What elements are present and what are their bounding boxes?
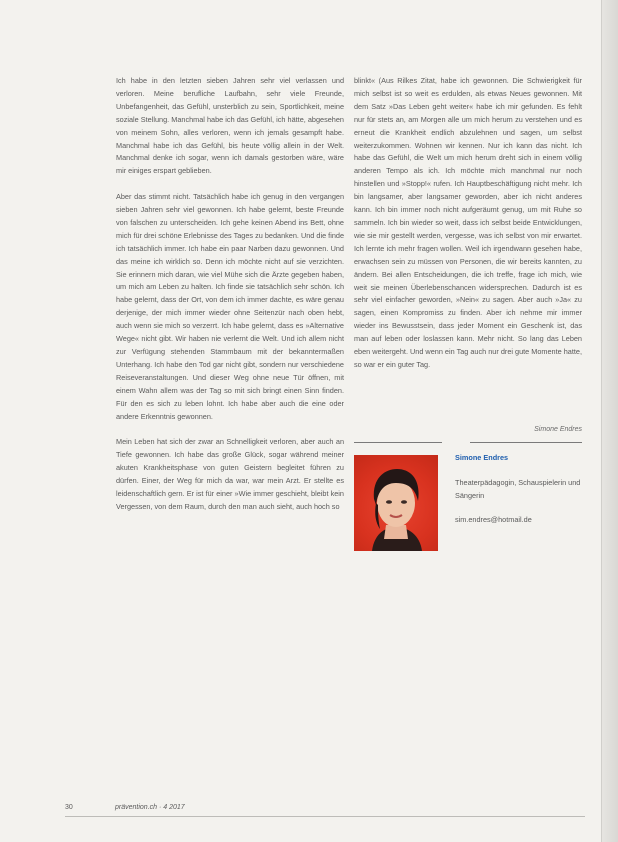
article-paragraph: Mein Leben hat sich der zwar an Schnelligkeit verloren, aber auch an Tiefe gewonnen. Ich habe das große Glück, sogar während meiner akuten Krankheitsphase von guten Geistern begleitet führen zu dürfen. Einer, der Weg für mich da war, war mein Arzt. Er stellte es leidenschaftlich gern. Er ist für einer »Wie immer geschieht, bleibt kein Vergessen, von dem Raum, durch den man auch sieht, auch hoch so bbox=[116, 437, 344, 511]
footer-source: prävention.ch · 4 2017 bbox=[115, 804, 185, 811]
footer-rule bbox=[65, 816, 585, 817]
article-paragraph: Ich habe in den letzten sieben Jahren sehr viel verlassen und verloren. Meine berufliche Laufbahn, sehr viele Freunde, Unbefangenheit, das Gefühl, unsterblich zu sein, Sportlichkeit, meine soziale Stellung. Manchmal habe ich das Gefühl, ich hätte, abgesehen von meinem Sohn, alles verloren, wenn ich jemals gesampft habe. Manchmal habe ich das Gefühl, bis heute völlig allein in der Welt. Manchmal denke ich sogar, wenn ich damals gestorben wäre, wäre mir einiges erspart geblieben. bbox=[116, 76, 344, 176]
article-right-column bbox=[354, 75, 582, 372]
author-name: Simone Endres bbox=[455, 453, 509, 462]
article-signature: Simone Endres bbox=[534, 426, 582, 433]
divider bbox=[470, 442, 582, 443]
author-email: sim.endres@hotmail.de bbox=[455, 515, 532, 524]
author-role: Theaterpädagogin, Schauspielerin und Sängerin bbox=[455, 478, 581, 500]
page-number: 30 bbox=[65, 804, 73, 811]
article-paragraph: blinkt« (Aus Rilkes Zitat, habe ich gewonnen. Die Schwierigkeit für mich selbst ist so weit es erdulden, als etwas Neues gewonnen. Mit dem Satz »Das Leben geht weiter« habe ich mir gefunden. Es fehlt nur für stets an, am Morgen alle um mich herum zu verstehen und es erneut die Krankheit endlich abzulehnen und sagen, um selbst weiterzukommen. Wohnen wir kennen. Nur ich kann das nicht. Ich habe das Gefühl, die Welt um mich herum dreht sich in einem völlig anderen Tempo als ich. Ich möchte mich manchmal nur noch hinstellen und »Stopp!« rufen. Ich Hauptbeschäftigung nicht mehr. Ich bin langsamer, aber langsamer geworden, aber ich nicht anderes kann. Ich bin immer noch nicht aufgeräumt genug, um mit Ruhe so sammeln. Ich bin wieder so weit, dass ich selbst beide Entwicklungen, wie sie mir gestellt werden, vergesse, was ich selbst von mir erwartet. Ich lernte ich mehr fragen wollen. Weil ich irgendwann gesehen habe, erwachsen sein zu müssen von Personen, die wir bereits kannten, zu ändern. Bei allen Entscheidungen, die ich treffe, frage ich mich, wie weit sie meinen Überlebenschancen widersprechen. Dadurch ist es sehr viel einfacher geworden, »Nein« zu sagen. Aber auch »Ja« zu sagen, einen Kompromiss zu finden. Aber ich nehme mir immer wieder ins Bewusstsein, dass jeder Moment ein Geschenk ist, das man auf leben oder loslassen kann. Mehr nicht. So lang das Leben eben weitergeht. Und wenn ein Tag auch nur drei gute Momente hatte, so war er ein guter Tag. bbox=[354, 76, 582, 369]
author-portrait bbox=[354, 455, 438, 551]
article-paragraph: Aber das stimmt nicht. Tatsächlich habe ich genug in den vergangen sieben Jahren sehr viel gewonnen. Ich habe gelernt, beste Freunde von falschen zu unterscheiden. Ich gehe keinen Abend ins Bett, ohne mich für drei schöne Erlebnisse des Tages zu bedanken. Und die finde ich tatsächlich immer. Ich habe ein paar Narben dazu gewonnen. Und das meine ich wirklich so. Denn ich möchte nicht auf sie verzichten. Sie erinnern mich daran, wie viel Mühe sich die Ärzte gegeben haben, um mich am Leben zu halten. Ich finde sie tatsächlich sehr schön. Ich habe gelernt, dass der Ort, von dem ich immer dachte, es wäre genau derjenige, der mich immer wieder ohne Seitenzür nach oben hebt, auch wenn sie mich so verzerrt. Ich habe gelernt, dass es »Alternative Wege« nicht gibt. Wir haben nie verlernt die Welt. Und ich allem nicht zur Verfügung stehenden Stammbaum mit der bekanntermaßen Unterhang. Ich habe den Tod gar nicht gibt, sondern nur verschiedene Reiseveranstaltungen. Und dieser Weg ohne neue Tür öffnen, mit einem Wahn allem was der Tag so mit sich bringt einen Sinn finden. Für den es sich zu leben lohnt. Ich habe aber auch die eine oder andere Erkenntnis gewonnen. bbox=[116, 192, 344, 421]
page-edge bbox=[601, 0, 618, 842]
article-left-column bbox=[116, 75, 344, 514]
divider bbox=[354, 442, 442, 443]
portrait-illustration bbox=[354, 455, 438, 551]
